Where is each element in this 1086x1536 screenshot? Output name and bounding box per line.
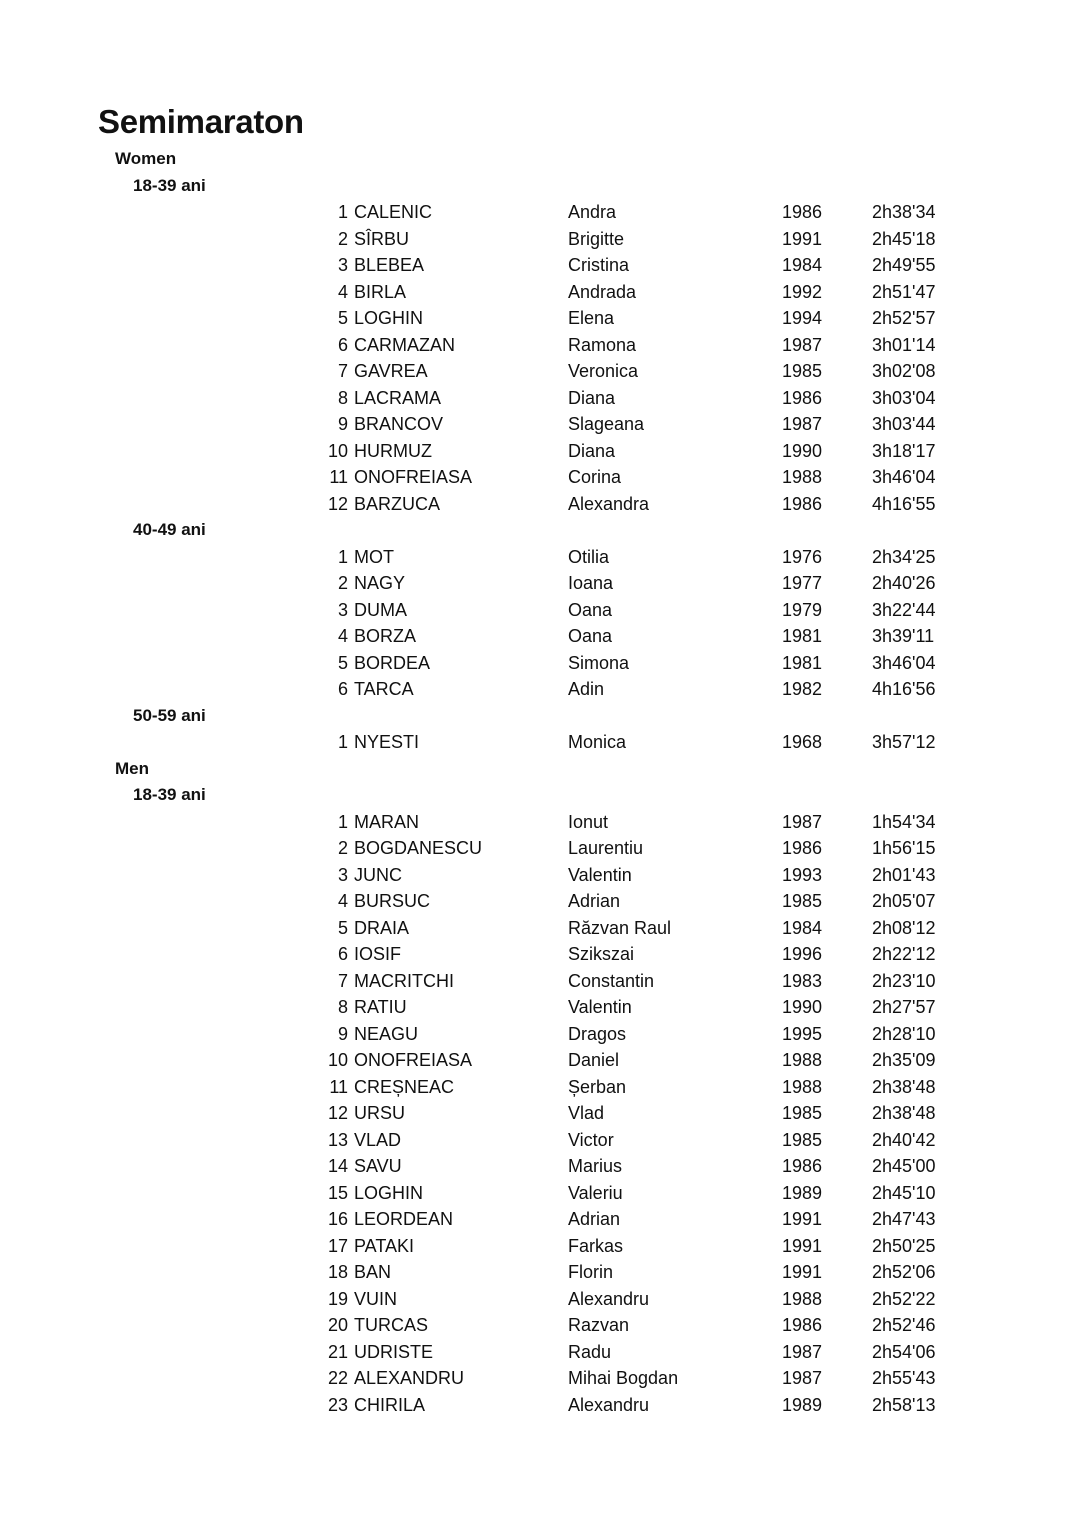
last-name: UDRISTE (354, 1341, 434, 1362)
rank: 12 (327, 493, 348, 514)
birth-year: 1990 (782, 997, 823, 1017)
first-name: Slageana (568, 414, 645, 434)
finish-time: 3h01'14 (872, 334, 936, 355)
result-row (0, 968, 1086, 995)
result-row (0, 411, 1086, 438)
birth-year: 1986 (782, 1156, 823, 1176)
first-name: Oana (568, 599, 613, 620)
age-category-heading: 50-59 ani (133, 705, 206, 725)
rank: 21 (327, 1341, 348, 1362)
result-row (0, 1259, 1086, 1286)
last-name: GAVREA (354, 361, 428, 381)
result-row (0, 332, 1086, 359)
result-row (0, 862, 1086, 889)
finish-time: 2h52'06 (872, 1262, 936, 1282)
result-row (0, 226, 1086, 253)
result-row (0, 1365, 1086, 1392)
birth-year: 1988 (782, 1288, 823, 1309)
age-category-heading: 18-39 ani (133, 785, 206, 804)
birth-year: 1976 (782, 546, 823, 567)
last-name: LACRAMA (354, 387, 442, 408)
birth-year: 1987 (782, 1341, 823, 1362)
first-name: Dragos (568, 1023, 627, 1044)
finish-time: 3h03'44 (872, 414, 936, 434)
last-name: NEAGU (354, 1023, 419, 1044)
birth-year: 1988 (782, 1076, 823, 1097)
last-name: CALENIC (354, 202, 433, 222)
birth-year: 1985 (782, 1129, 823, 1150)
first-name: Monica (568, 732, 627, 752)
result-row (0, 305, 1086, 332)
last-name: MARAN (354, 811, 420, 832)
finish-time: 2h54'06 (872, 1341, 936, 1362)
birth-year: 1988 (782, 467, 823, 487)
rank: 6 (337, 679, 348, 699)
result-row (0, 1021, 1086, 1048)
result-row (0, 1233, 1086, 1260)
finish-time: 2h38'48 (872, 1103, 936, 1123)
finish-time: 2h35'09 (872, 1050, 936, 1070)
rank: 1 (337, 202, 348, 222)
first-name: Brigitte (568, 228, 625, 249)
first-name: Simona (568, 652, 630, 673)
last-name: CREȘNEAC (354, 1076, 455, 1097)
birth-year: 1996 (782, 944, 823, 964)
first-name: Otilia (568, 546, 610, 567)
result-row (0, 1286, 1086, 1313)
birth-year: 1987 (782, 811, 823, 832)
result-row (0, 1100, 1086, 1127)
age-category-row (0, 173, 1086, 200)
birth-year: 1986 (782, 838, 823, 858)
age-category-heading: 40-49 ani (133, 520, 206, 539)
last-name: ONOFREIASA (354, 1050, 473, 1070)
first-name: Andrada (568, 281, 637, 302)
first-name: Andra (568, 202, 617, 222)
birth-year: 1985 (782, 361, 823, 381)
last-name: DUMA (354, 599, 407, 620)
result-row (0, 915, 1086, 942)
first-name: Adrian (568, 1209, 621, 1229)
result-row (0, 1074, 1086, 1101)
first-name: Corina (568, 467, 622, 487)
finish-time: 2h47'43 (872, 1209, 936, 1229)
finish-time: 2h55'43 (872, 1368, 936, 1388)
birth-year: 1986 (782, 202, 823, 222)
birth-year: 1985 (782, 891, 823, 911)
result-row (0, 1047, 1086, 1074)
result-row (0, 1339, 1086, 1366)
first-name: Veronica (568, 361, 639, 381)
rank: 4 (337, 626, 348, 646)
rank: 18 (327, 1262, 348, 1282)
finish-time: 2h40'26 (872, 573, 936, 593)
rank: 19 (327, 1288, 348, 1309)
page-title: Semimaraton (98, 103, 304, 140)
first-name: Adrian (568, 891, 621, 911)
birth-year: 1981 (782, 626, 823, 646)
finish-time: 3h02'08 (872, 361, 936, 381)
first-name: Ioana (568, 573, 614, 593)
last-name: VUIN (354, 1288, 398, 1309)
rank: 10 (327, 440, 348, 461)
last-name: BURSUC (354, 891, 431, 911)
first-name: Diana (568, 440, 616, 461)
rank: 10 (327, 1050, 348, 1070)
rank: 15 (327, 1182, 348, 1203)
rank: 4 (337, 891, 348, 911)
result-row (0, 385, 1086, 412)
rank: 3 (337, 864, 348, 885)
last-name: TARCA (354, 679, 414, 699)
first-name: Marius (568, 1156, 623, 1176)
last-name: CARMAZAN (354, 334, 456, 355)
finish-time: 2h22'12 (872, 944, 936, 964)
last-name: BRANCOV (354, 414, 444, 434)
result-row (0, 464, 1086, 491)
rank: 4 (337, 281, 348, 302)
finish-time: 2h45'00 (872, 1156, 936, 1176)
finish-time: 1h56'15 (872, 838, 936, 858)
finish-time: 3h03'04 (872, 387, 936, 408)
result-row (0, 729, 1086, 756)
first-name: Ionut (568, 811, 609, 832)
finish-time: 2h45'10 (872, 1182, 936, 1203)
last-name: BAN (354, 1262, 392, 1282)
first-name: Alexandru (568, 1288, 650, 1309)
rank: 8 (337, 997, 348, 1017)
finish-time: 2h49'55 (872, 255, 936, 275)
gender-heading-row (0, 146, 1086, 173)
rank: 2 (337, 573, 348, 593)
last-name: MACRITCHI (354, 970, 454, 991)
rank: 11 (329, 1076, 348, 1097)
last-name: MOT (354, 546, 394, 567)
result-row (0, 570, 1086, 597)
birth-year: 1991 (782, 1262, 823, 1282)
birth-year: 1968 (782, 732, 823, 752)
birth-year: 1981 (782, 652, 823, 673)
rank: 8 (337, 387, 348, 408)
rank: 1 (337, 732, 348, 752)
birth-year: 1986 (782, 493, 823, 514)
birth-year: 1986 (782, 1315, 823, 1335)
last-name: NAGY (354, 573, 406, 593)
result-row (0, 835, 1086, 862)
last-name: JUNC (354, 864, 402, 885)
result-row (0, 809, 1086, 836)
finish-time: 2h45'18 (872, 228, 936, 249)
last-name: URSU (354, 1103, 406, 1123)
birth-year: 1988 (782, 1050, 823, 1070)
result-row (0, 597, 1086, 624)
result-row (0, 252, 1086, 279)
first-name: Elena (568, 308, 615, 328)
first-name: Alexandru (568, 1394, 650, 1415)
rank: 5 (337, 308, 348, 328)
finish-time: 2h28'10 (872, 1023, 936, 1044)
last-name: LOGHIN (354, 1182, 424, 1203)
result-row (0, 941, 1086, 968)
birth-year: 1987 (782, 1368, 823, 1388)
rank: 11 (329, 467, 348, 487)
rank: 17 (327, 1235, 348, 1256)
finish-time: 3h22'44 (872, 599, 936, 620)
last-name: NYESTI (354, 732, 420, 752)
finish-time: 3h39'11 (872, 626, 935, 646)
finish-time: 2h38'48 (872, 1076, 936, 1097)
last-name: CHIRILA (354, 1394, 426, 1415)
first-name: Laurentiu (568, 838, 644, 858)
birth-year: 1979 (782, 599, 823, 620)
result-row (0, 438, 1086, 465)
age-category-row (0, 782, 1086, 809)
result-row (0, 544, 1086, 571)
birth-year: 1991 (782, 228, 823, 249)
last-name: LOGHIN (354, 308, 424, 328)
rank: 7 (337, 970, 348, 991)
result-row (0, 358, 1086, 385)
rank: 6 (337, 944, 348, 964)
last-name: BLEBEA (354, 255, 425, 275)
finish-time: 2h51'47 (872, 281, 936, 302)
rank: 16 (327, 1209, 348, 1229)
birth-year: 1994 (782, 308, 823, 328)
result-row (0, 1392, 1086, 1419)
finish-time: 3h46'04 (872, 467, 936, 487)
first-name: Szikszai (568, 944, 635, 964)
result-row (0, 623, 1086, 650)
last-name: VLAD (354, 1129, 402, 1150)
result-row (0, 279, 1086, 306)
finish-time: 2h01'43 (872, 864, 936, 885)
rank: 14 (327, 1156, 348, 1176)
finish-time: 2h34'25 (872, 546, 936, 567)
first-name: Ramona (568, 334, 637, 355)
last-name: BORDEA (354, 652, 431, 673)
first-name: Valentin (568, 997, 632, 1017)
last-name: DRAIA (354, 917, 410, 938)
first-name: Razvan (568, 1315, 630, 1335)
birth-year: 1985 (782, 1103, 823, 1123)
birth-year: 1982 (782, 679, 823, 699)
last-name: HURMUZ (354, 440, 432, 461)
first-name: Vlad (568, 1103, 605, 1123)
last-name: IOSIF (354, 944, 402, 964)
rank: 22 (327, 1368, 348, 1388)
last-name: TURCAS (354, 1315, 429, 1335)
finish-time: 2h52'46 (872, 1315, 936, 1335)
age-category-row (0, 517, 1086, 544)
birth-year: 1993 (782, 864, 823, 885)
finish-time: 2h58'13 (872, 1394, 936, 1415)
finish-time: 4h16'55 (872, 493, 936, 514)
birth-year: 1991 (782, 1235, 823, 1256)
first-name: Victor (568, 1129, 614, 1150)
birth-year: 1992 (782, 281, 823, 302)
birth-year: 1989 (782, 1182, 823, 1203)
first-name: Farkas (568, 1235, 624, 1256)
finish-time: 3h18'17 (872, 440, 936, 461)
last-name: BARZUCA (354, 493, 441, 514)
birth-year: 1984 (782, 255, 823, 275)
first-name: Valeriu (568, 1182, 623, 1203)
age-category-heading: 18-39 ani (133, 175, 206, 195)
rank: 13 (327, 1129, 348, 1150)
result-row (0, 1180, 1086, 1207)
birth-year: 1987 (782, 334, 823, 355)
finish-time: 2h08'12 (872, 917, 936, 938)
result-row (0, 994, 1086, 1021)
rank: 9 (337, 1023, 348, 1044)
birth-year: 1986 (782, 387, 823, 408)
rank: 2 (337, 228, 348, 249)
first-name: Diana (568, 387, 616, 408)
rank: 9 (337, 414, 348, 434)
finish-time: 2h05'07 (872, 891, 936, 911)
result-row (0, 1127, 1086, 1154)
finish-time: 2h52'57 (872, 308, 936, 328)
birth-year: 1989 (782, 1394, 823, 1415)
rank: 3 (337, 255, 348, 275)
birth-year: 1977 (782, 573, 823, 593)
finish-time: 4h16'56 (872, 679, 936, 699)
rank: 1 (337, 546, 348, 567)
birth-year: 1990 (782, 440, 823, 461)
finish-time: 2h52'22 (872, 1288, 936, 1309)
finish-time: 2h27'57 (872, 997, 936, 1017)
rank: 6 (337, 334, 348, 355)
first-name: Alexandra (568, 493, 650, 514)
rank: 2 (337, 838, 348, 858)
birth-year: 1987 (782, 414, 823, 434)
rank: 5 (337, 652, 348, 673)
first-name: Constantin (568, 970, 655, 991)
last-name: ALEXANDRU (354, 1368, 465, 1388)
first-name: Radu (568, 1341, 612, 1362)
rank: 20 (327, 1315, 348, 1335)
finish-time: 3h57'12 (872, 732, 936, 752)
gender-heading: Women (115, 149, 177, 168)
last-name: SÎRBU (354, 228, 410, 249)
last-name: RATIU (354, 997, 407, 1017)
last-name: BIRLA (354, 281, 407, 302)
first-name: Valentin (568, 864, 632, 885)
first-name: Răzvan Raul (568, 917, 672, 938)
rank: 7 (337, 361, 348, 381)
results-list (0, 146, 1086, 1418)
result-row (0, 676, 1086, 703)
finish-time: 2h50'25 (872, 1235, 936, 1256)
finish-time: 3h46'04 (872, 652, 936, 673)
finish-time: 1h54'34 (872, 811, 936, 832)
last-name: BOGDANESCU (354, 838, 483, 858)
first-name: Șerban (568, 1076, 627, 1097)
rank: 3 (337, 599, 348, 620)
result-row (0, 1153, 1086, 1180)
result-row (0, 888, 1086, 915)
first-name: Florin (568, 1262, 614, 1282)
birth-year: 1991 (782, 1209, 823, 1229)
result-row (0, 199, 1086, 226)
first-name: Cristina (568, 255, 630, 275)
last-name: BORZA (354, 626, 417, 646)
rank: 12 (327, 1103, 348, 1123)
first-name: Oana (568, 626, 613, 646)
result-row (0, 650, 1086, 677)
result-row (0, 491, 1086, 518)
first-name: Mihai Bogdan (568, 1368, 679, 1388)
result-row (0, 1312, 1086, 1339)
gender-heading: Men (115, 758, 149, 778)
last-name: LEORDEAN (354, 1209, 454, 1229)
birth-year: 1984 (782, 917, 823, 938)
finish-time: 2h23'10 (872, 970, 936, 991)
result-row (0, 1206, 1086, 1233)
rank: 5 (337, 917, 348, 938)
birth-year: 1983 (782, 970, 823, 991)
age-category-row (0, 703, 1086, 730)
last-name: SAVU (354, 1156, 402, 1176)
last-name: PATAKI (354, 1235, 415, 1256)
last-name: ONOFREIASA (354, 467, 473, 487)
rank: 23 (327, 1394, 348, 1415)
birth-year: 1995 (782, 1023, 823, 1044)
gender-heading-row (0, 756, 1086, 783)
rank: 1 (337, 811, 348, 832)
finish-time: 2h40'42 (872, 1129, 936, 1150)
finish-time: 2h38'34 (872, 202, 936, 222)
first-name: Daniel (568, 1050, 620, 1070)
first-name: Adin (568, 679, 605, 699)
